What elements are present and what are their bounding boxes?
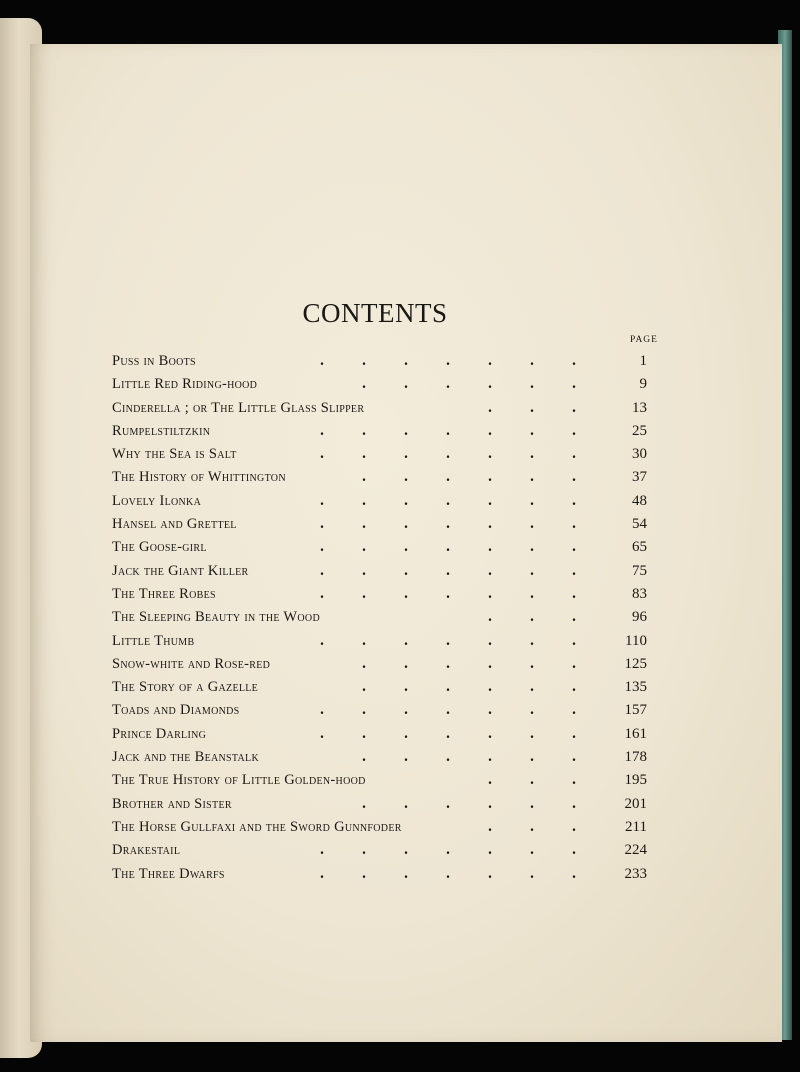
dot-leader — [292, 583, 597, 606]
dot-leader — [472, 397, 597, 420]
toc-entry-title: Snow-white and Rose-red — [112, 655, 271, 672]
toc-entry — [112, 513, 647, 536]
toc-entry-title: The History of Whittington — [112, 469, 286, 486]
toc-entry-page-number: 65 — [632, 539, 647, 556]
toc-entry — [112, 746, 647, 769]
dot-leader — [292, 699, 597, 722]
toc-entry-title: Why the Sea is Salt — [112, 446, 237, 463]
dot-leader — [292, 630, 597, 653]
dot-leader — [292, 536, 597, 559]
toc-entry-page-number: 96 — [632, 609, 647, 626]
toc-entry — [112, 373, 647, 396]
dot-leader — [472, 606, 597, 629]
toc-entry — [112, 490, 647, 513]
dot-leader — [292, 723, 597, 746]
dot-leader — [292, 490, 597, 513]
dot-leader — [292, 513, 597, 536]
toc-entry-page-number: 54 — [632, 516, 647, 533]
toc-entry-page-number: 211 — [625, 818, 647, 835]
toc-entry — [112, 699, 647, 722]
toc-entry — [112, 863, 647, 886]
toc-entry-page-number: 233 — [624, 865, 647, 882]
dot-leader — [352, 676, 597, 699]
dot-leader — [292, 350, 597, 373]
toc-entry-title: Puss in Boots — [112, 353, 196, 369]
toc-entry — [112, 839, 647, 862]
toc-entry-title: Drakestail — [112, 842, 181, 859]
toc-entry — [112, 816, 647, 839]
dot-leader — [292, 863, 597, 886]
toc-entry-title: Hansel and Grettel — [112, 516, 237, 533]
toc-entry-page-number: 25 — [632, 422, 647, 439]
dot-leader — [352, 793, 597, 816]
toc-entry — [112, 443, 647, 466]
toc-entry-title: Little Thumb — [112, 632, 195, 649]
toc-entry-title: Lovely Ilonka — [112, 492, 202, 509]
toc-entry-title: The Sleeping Beauty in the Wood — [112, 609, 320, 626]
toc-entry-title: The Three Robes — [112, 585, 216, 602]
dot-leader — [292, 443, 597, 466]
toc-entry — [112, 466, 647, 489]
dot-leader — [472, 769, 597, 792]
toc-entry — [112, 769, 647, 792]
toc-entry-page-number: 75 — [632, 562, 647, 579]
dot-leader — [472, 816, 597, 839]
toc-entry — [112, 606, 647, 629]
contents-page — [30, 44, 782, 1042]
toc-entry-page-number: 125 — [624, 655, 647, 672]
toc-entry-title: Little Red Riding-hood — [112, 376, 258, 393]
toc-entry-page-number: 161 — [624, 725, 647, 742]
toc-entry-page-number: 195 — [624, 772, 647, 789]
toc-entry — [112, 420, 647, 443]
page-column-label: PAGE — [630, 335, 658, 345]
toc-entry-title: The True History of Little Golden-hood — [112, 772, 366, 789]
toc-entry-page-number: 135 — [624, 679, 647, 696]
toc-entry-page-number: 1 — [639, 353, 647, 369]
toc-entry-title: Rumpelstiltzkin — [112, 422, 211, 439]
toc-entry-title: The Goose-girl — [112, 539, 207, 556]
toc-entry — [112, 397, 647, 420]
toc-entry-page-number: 83 — [632, 585, 647, 602]
toc-entry-title: Toads and Diamonds — [112, 702, 240, 719]
dot-leader — [292, 839, 597, 862]
toc-entry — [112, 653, 647, 676]
toc-entry-page-number: 157 — [624, 702, 647, 719]
toc-entry-page-number: 201 — [624, 795, 647, 812]
table-of-contents — [112, 350, 647, 886]
toc-entry-page-number: 224 — [624, 842, 647, 859]
toc-entry-title: Brother and Sister — [112, 795, 232, 812]
toc-entry-page-number: 30 — [632, 446, 647, 463]
toc-entry — [112, 676, 647, 699]
toc-entry — [112, 536, 647, 559]
toc-entry — [112, 793, 647, 816]
toc-entry — [112, 350, 647, 373]
toc-entry-page-number: 37 — [632, 469, 647, 486]
toc-entry-title: The Horse Gullfaxi and the Sword Gunnfoder — [112, 818, 402, 835]
dot-leader — [352, 653, 597, 676]
toc-entry-title: Cinderella ; or The Little Glass Slipper — [112, 399, 365, 416]
toc-entry-page-number: 178 — [624, 749, 647, 766]
toc-entry — [112, 583, 647, 606]
toc-entry — [112, 560, 647, 583]
toc-entry-title: The Three Dwarfs — [112, 865, 225, 882]
toc-entry — [112, 630, 647, 653]
dot-leader — [352, 746, 597, 769]
contents-heading: CONTENTS — [302, 298, 448, 328]
dot-leader — [292, 560, 597, 583]
toc-entry-title: Jack the Giant Killer — [112, 562, 249, 579]
dot-leader — [292, 420, 597, 443]
toc-entry-title: The Story of a Gazelle — [112, 679, 259, 696]
toc-entry-title: Jack and the Beanstalk — [112, 749, 259, 766]
dot-leader — [352, 466, 597, 489]
toc-entry-page-number: 9 — [639, 376, 647, 393]
dot-leader — [352, 373, 597, 396]
toc-entry-title: Prince Darling — [112, 725, 207, 742]
toc-entry-page-number: 110 — [625, 632, 647, 649]
toc-entry — [112, 723, 647, 746]
toc-entry-page-number: 48 — [632, 492, 647, 509]
toc-entry-page-number: 13 — [632, 399, 647, 416]
